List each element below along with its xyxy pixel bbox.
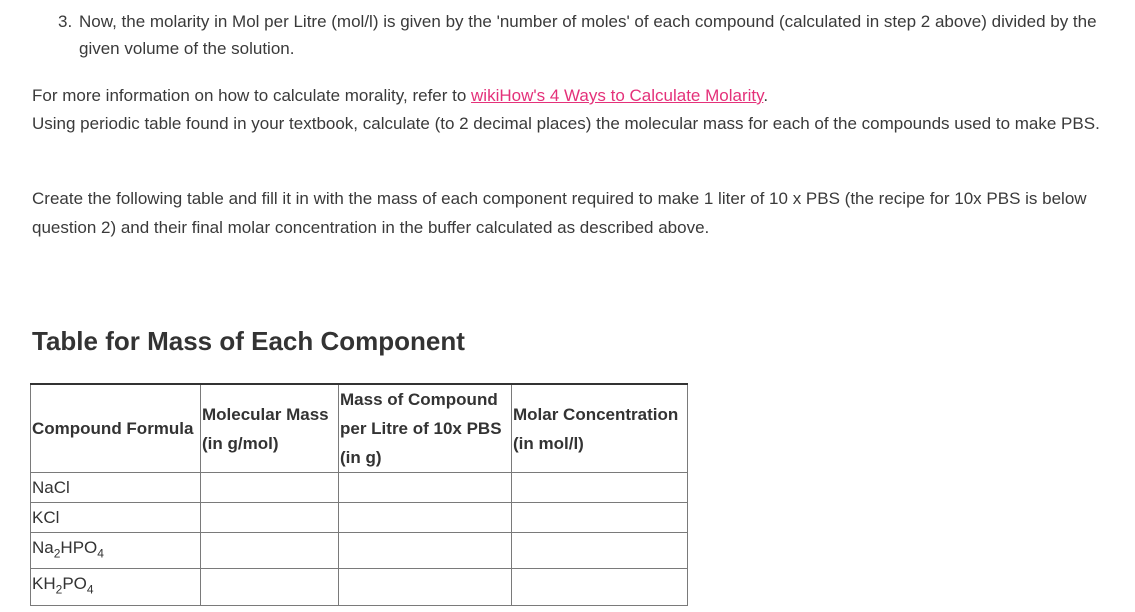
info-suffix: . (763, 86, 769, 105)
table-row (31, 569, 688, 605)
step-text: Now, the molarity in Mol per Litre (mol/l) is given by the 'number of moles' of each compound (calculated in step 2 above) divided by the given volume of the solution. (79, 12, 1097, 58)
mass-table (30, 383, 688, 606)
header-molecular-mass: Molecular Mass (in g/mol) (201, 384, 339, 473)
cell-formula: $KH_2PO_4$ (31, 569, 201, 605)
cell-molar-concentration[interactable] (512, 503, 688, 533)
create-paragraph: Create the following table and fill it in with the mass of each component required to make 1 liter of 10 x PBS (the recipe for 10x PBS is below question 2) and their final molar concentration in the buffer calculated as described above. (32, 189, 1087, 237)
table-row (31, 473, 688, 503)
cell-molecular-mass[interactable] (201, 533, 339, 569)
cell-mass-per-litre[interactable] (339, 503, 512, 533)
table-row (31, 533, 688, 569)
info-prefix: For more information on how to calculate morality, refer to (32, 86, 472, 105)
header-compound-formula: Compound Formula (31, 384, 201, 473)
cell-molecular-mass[interactable] (201, 503, 339, 533)
cell-molar-concentration[interactable] (512, 473, 688, 503)
periodic-text: Using periodic table found in your textbook, calculate (to 2 decimal places) the molecular mass for each of the compounds used to make PBS. (32, 114, 1100, 133)
cell-molecular-mass[interactable] (201, 473, 339, 503)
header-mass-per-litre: Mass of Compound per Litre of 10x PBS (in g) (339, 384, 512, 473)
cell-molecular-mass[interactable] (201, 569, 339, 605)
table-row (31, 503, 688, 533)
cell-formula: KCl (31, 503, 201, 533)
info-paragraph (32, 82, 1127, 138)
cell-formula: $Na_2HPO_4$ (31, 533, 201, 569)
table-title: Table for Mass of Each Component (32, 326, 465, 356)
table-header-row (31, 384, 688, 473)
cell-formula: NaCl (31, 473, 201, 503)
cell-molar-concentration[interactable] (512, 569, 688, 605)
header-molar-concentration: Molar Concentration (in mol/l) (512, 384, 688, 473)
cell-molar-concentration[interactable] (512, 533, 688, 569)
cell-mass-per-litre[interactable] (339, 569, 512, 605)
step-3 (58, 8, 1128, 62)
cell-mass-per-litre[interactable] (339, 533, 512, 569)
cell-mass-per-litre[interactable] (339, 473, 512, 503)
molarity-link[interactable]: wikiHow's 4 Ways to Calculate Molarity (471, 86, 764, 105)
step-number: 3. (58, 12, 73, 31)
